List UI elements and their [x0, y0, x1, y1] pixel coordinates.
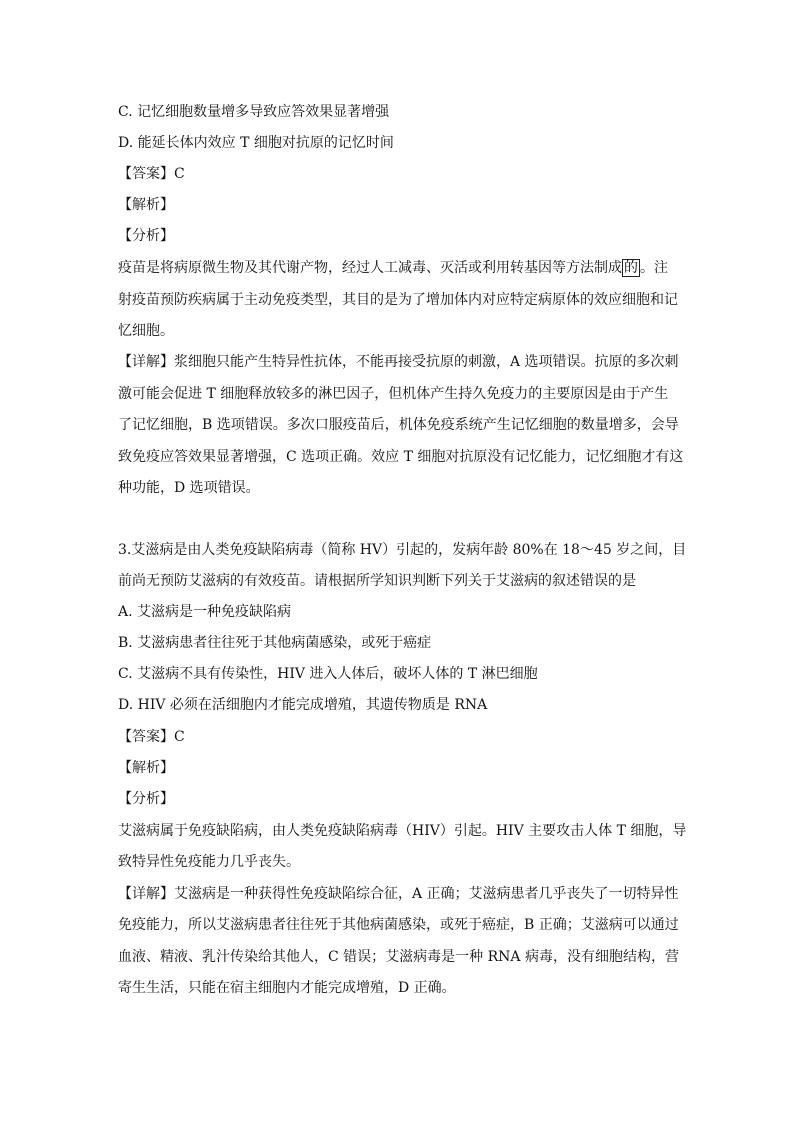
- q3-analysis-heading: 【解析】: [118, 760, 174, 776]
- q3-option-c: C. 艾滋病不具有传染性，HIV 进入人体后，破坏人体的 T 淋巴细胞: [118, 666, 538, 682]
- q2-fenxi-line-2: 射疫苗预防疾病属于主动免疫类型，其目的是为了增加体内对应特定病原体的效应细胞和记: [118, 292, 678, 308]
- q3-detail-line-3: 血液、精液、乳汁传染给其他人，C 错误；艾滋病毒是一种 RNA 病毒，没有细胞结构，营: [118, 949, 679, 965]
- q3-detail-line-2: 免疫能力，所以艾滋病患者往往死于其他病菌感染，或死于癌症，B 正确；艾滋病可以通过: [118, 917, 679, 933]
- q2-fenxi-text-1: 疫苗是将病原微生物及其代谢产物，经过人工减毒、灭活或利用转基因等方法制成: [118, 260, 622, 276]
- q3-detail-line-1: 【详解】艾滋病是一种获得性免疫缺陷综合征，A 正确；艾滋病患者几乎丧失了一切特异性: [118, 886, 679, 902]
- q3-stem-line-1: 3.艾滋病是由人类免疫缺陷病毒（简称 HV）引起的，发病年龄 80%在 18～45 岁之间，目: [118, 542, 687, 558]
- q2-detail-line-5: 种功能，D 选项错误。: [118, 480, 260, 496]
- q3-option-a: A. 艾滋病是一种免疫缺陷病: [118, 604, 292, 620]
- q2-option-d: D. 能延长体内效应 T 细胞对抗原的记忆时间: [118, 135, 394, 151]
- q2-answer: 【答案】C: [118, 166, 185, 182]
- q2-fenxi-tail: 。注: [640, 260, 668, 276]
- q3-fenxi-line-2: 致特异性免疫能力几乎丧失。: [118, 854, 300, 870]
- q3-fenxi-heading: 【分析】: [118, 791, 174, 807]
- q2-fenxi-heading: 【分析】: [118, 228, 174, 244]
- q2-option-c: C. 记忆细胞数量增多导致应答效果显著增强: [118, 104, 390, 120]
- q2-fenxi-line-3: 忆细胞。: [118, 323, 174, 339]
- q3-answer: 【答案】C: [118, 729, 185, 745]
- q3-detail-line-4: 寄生生活，只能在宿主细胞内才能完成增殖，D 正确。: [118, 980, 456, 996]
- q2-detail-line-3: 了记忆细胞，B 选项错误。多次口服疫苗后，机体免疫系统产生记忆细胞的数量增多，会导: [118, 417, 679, 433]
- q2-fenxi-boxed-char: 的: [624, 260, 638, 276]
- q3-option-d: D. HIV 必须在活细胞内才能完成增殖，其遗传物质是 RNA: [118, 697, 488, 713]
- q2-analysis-heading: 【解析】: [118, 197, 174, 213]
- q2-detail-line-1: 【详解】浆细胞只能产生特异性抗体，不能再接受抗原的刺激，A 选项错误。抗原的多次刺: [118, 354, 679, 370]
- q3-stem-line-2: 前尚无预防艾滋病的有效疫苗。请根据所学知识判断下列关于艾滋病的叙述错误的是: [118, 573, 636, 589]
- q3-fenxi-line-1: 艾滋病属于免疫缺陷病，由人类免疫缺陷病毒（HIV）引起。HIV 主要攻击人体 T 细胞，导: [118, 823, 687, 839]
- q2-fenxi-line-1: [118, 258, 678, 278]
- q2-detail-line-2: 激可能会促进 T 细胞释放较多的淋巴因子，但机体产生持久免疫力的主要原因是由于产生: [118, 386, 669, 402]
- q3-option-b: B. 艾滋病患者往往死于其他病菌感染，或死于癌症: [118, 635, 432, 651]
- q2-detail-line-4: 致免疫应答效果显著增强，C 选项正确。效应 T 细胞对抗原没有记忆能力，记忆细胞才有这: [118, 449, 684, 465]
